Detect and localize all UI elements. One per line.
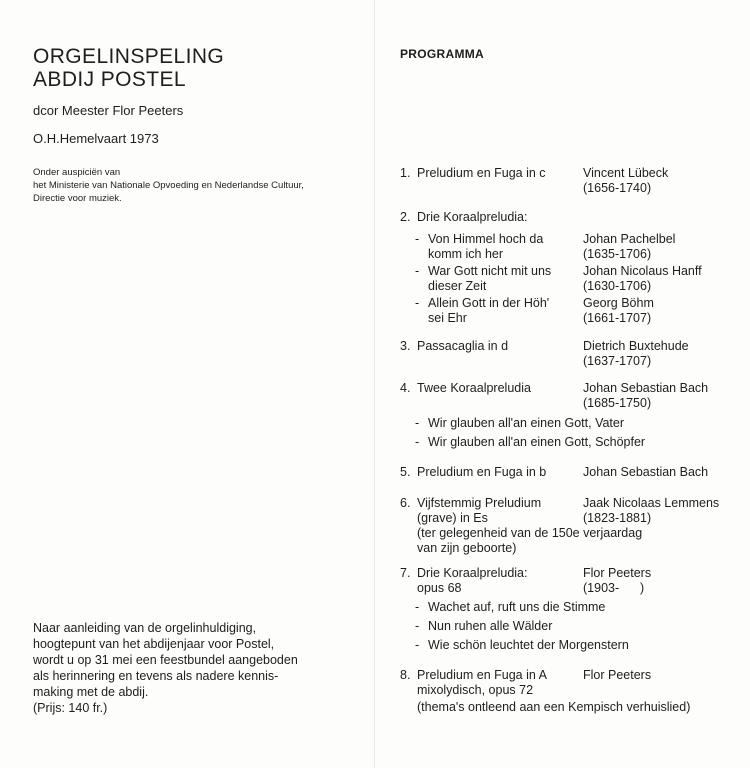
sub-work: Wir glauben all'an einen Gott, Vater: [428, 416, 625, 430]
sub-dash: -: [415, 416, 420, 430]
item-number: 3.: [400, 339, 411, 353]
sub-dash: -: [415, 232, 420, 246]
composer-name: Johan Pachelbel: [583, 232, 676, 246]
sub-work: dieser Zeit: [428, 279, 487, 293]
work-title: Vijfstemmig Preludium: [417, 496, 542, 510]
work-title: Passacaglia in d: [417, 339, 509, 353]
composer-dates: (1656-1740): [583, 181, 652, 195]
note-line: wordt u op 31 mei een feestbundel aangeboden: [33, 653, 298, 667]
work-title: Drie Koraalpreludia:: [417, 210, 528, 224]
composer-name: Flor Peeters: [583, 668, 652, 682]
composer-name: Jaak Nicolaas Lemmens: [583, 496, 720, 510]
work-note: van zijn geboorte): [417, 541, 517, 555]
sub-work: War Gott nicht mit uns: [428, 264, 552, 278]
title-line-2: ABDIJ POSTEL: [33, 68, 187, 91]
item-number: 7.: [400, 566, 411, 580]
sub-work: Von Himmel hoch da: [428, 232, 544, 246]
composer-name: Johan Nicolaus Hanff: [583, 264, 702, 278]
sub-work: Wachet auf, ruft uns die Stimme: [428, 600, 606, 614]
item-number: 8.: [400, 668, 411, 682]
composer-dates: (1630-1706): [583, 279, 652, 293]
work-note: (ter gelegenheid van de 150e verjaardag: [417, 526, 643, 540]
note-line: hoogtepunt van het abdijenjaar voor Postel,: [33, 637, 275, 651]
sub-dash: -: [415, 264, 420, 278]
program-heading: PROGRAMMA: [400, 47, 485, 61]
work-title: Preludium en Fuga in A: [417, 668, 547, 682]
composer-name: Dietrich Buxtehude: [583, 339, 689, 353]
work-title: Twee Koraalpreludia: [417, 381, 531, 395]
note-line: (Prijs: 140 fr.): [33, 701, 108, 715]
work-title: opus 68: [417, 581, 462, 595]
sub-dash: -: [415, 638, 420, 652]
composer-name: Flor Peeters: [583, 566, 652, 580]
auspices-line-3: Directie voor muziek.: [33, 193, 122, 204]
item-number: 6.: [400, 496, 411, 510]
auspices-line-2: het Ministerie van Nationale Opvoeding en Nederlandse Cultuur,: [33, 180, 304, 191]
item-number: 2.: [400, 210, 411, 224]
work-note: (thema's ontleend aan een Kempisch verhuislied): [417, 700, 691, 714]
item-number: 1.: [400, 166, 411, 180]
work-title: mixolydisch, opus 72: [417, 683, 534, 697]
composer-dates: (1637-1707): [583, 354, 652, 368]
item-number: 5.: [400, 465, 411, 479]
sub-dash: -: [415, 600, 420, 614]
auspices-line-1: Onder auspiciën van: [33, 167, 121, 178]
work-title: Preludium en Fuga in c: [417, 166, 546, 180]
concert-date: O.H.Hemelvaart 1973: [33, 131, 159, 146]
work-title: Preludium en Fuga in b: [417, 465, 547, 479]
sub-work: komm ich her: [428, 247, 504, 261]
sub-work: Allein Gott in der Höh': [428, 296, 550, 310]
composer-name: Georg Böhm: [583, 296, 654, 310]
composer-name: Vincent Lübeck: [583, 166, 669, 180]
work-title: Drie Koraalpreludia:: [417, 566, 528, 580]
note-line: making met de abdij.: [33, 685, 149, 699]
sub-dash: -: [415, 296, 420, 310]
sub-dash: -: [415, 435, 420, 449]
composer-dates: (1903- ): [583, 581, 645, 595]
composer-name: Johan Sebastian Bach: [583, 381, 709, 395]
sub-work: sei Ehr: [428, 311, 467, 325]
note-line: als herinnering en tevens als nadere kennis-: [33, 669, 279, 683]
sub-work: Wir glauben all'an einen Gott, Schöpfer: [428, 435, 646, 449]
sub-work: Nun ruhen alle Wälder: [428, 619, 553, 633]
composer-dates: (1635-1706): [583, 247, 652, 261]
page-fold: [374, 0, 375, 768]
composer-dates: (1823-1881): [583, 511, 652, 525]
sub-dash: -: [415, 619, 420, 633]
item-number: 4.: [400, 381, 411, 395]
work-title: (grave) in Es: [417, 511, 488, 525]
sub-work: Wie schön leuchtet der Morgenstern: [428, 638, 629, 652]
note-line: Naar aanleiding van de orgelinhuldiging,: [33, 621, 257, 635]
composer-dates: (1661-1707): [583, 311, 652, 325]
composer-dates: (1685-1750): [583, 396, 652, 410]
composer-name: Johan Sebastian Bach: [583, 465, 709, 479]
performer: dcor Meester Flor Peeters: [33, 103, 184, 118]
title-line-1: ORGELINSPELING: [33, 45, 225, 68]
